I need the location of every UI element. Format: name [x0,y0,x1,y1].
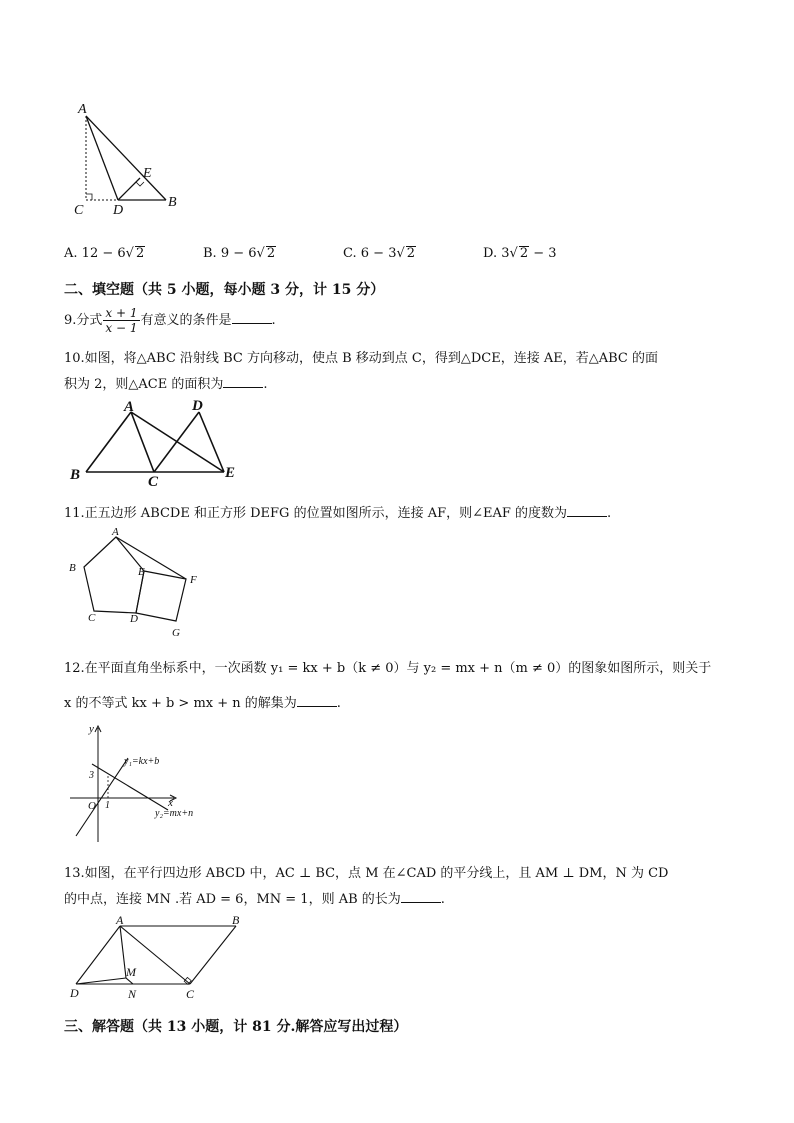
q8-figure [70,98,190,218]
q12-label-origin: O [88,800,96,812]
section2-title: 二、填空题（共 5 小题，每小题 3 分，计 15 分） [64,282,385,298]
q8-option-b[interactable]: B. 9 − 6√ 2 [203,246,276,261]
sqrt-symbol: √ [125,246,134,261]
q10-label-a: A [124,399,135,415]
q8-label-e: E [143,166,152,181]
q10-figure [68,394,248,490]
q11-label-g: G [172,627,180,639]
q12-label-tick-1: 1 [105,800,110,811]
section3-title: 三、解答题（共 13 小题，计 81 分.解答应写出过程） [64,1019,408,1035]
q12-answer-blank[interactable] [297,694,337,707]
q10-line1: 10.如图，将△ABC 沿射线 BC 方向移动，使点 B 移动到点 C，得到△DCE，连接 AE，若△ABC 的面 [64,351,658,366]
q13-label-n: N [128,987,137,1001]
q11-label-e: E [138,566,145,578]
q11-figure [66,525,206,645]
q12-label-line1: y₁=kx+b [124,756,160,767]
q11-label-d: D [130,613,138,625]
q9: 9.分式 $\frac{x + 1}{x - 1}$ 有意义的条件是 . [64,306,276,335]
q13-answer-blank[interactable] [401,890,441,903]
q12-label-x-axis: x [168,797,173,809]
q8-label-a: A [78,102,87,117]
q10-label-c: C [148,474,159,490]
q13-line1: 13.如图，在平行四边形 ABCD 中，AC ⊥ BC，点 M 在∠CAD 的平分线上，且 AM ⊥ DM，N 为 CD [64,866,669,881]
q11-label-b: B [69,562,76,574]
q13-figure [66,912,256,1004]
q10-label-e: E [225,465,236,481]
q10-answer-blank[interactable] [223,375,263,388]
q8-option-d[interactable]: D. 3√ 2 − 3 [483,246,557,261]
q12-line2: x 的不等式 kx + b > mx + n 的解集为 . [64,696,341,711]
q11-label-c: C [88,612,96,624]
q8-label-b: B [168,195,177,210]
q11-line: 11.正五边形 ABCDE 和正方形 DEFG 的位置如图所示，连接 AF，则∠EAF 的度数为 . [64,506,612,521]
q11-label-f: F [190,574,197,586]
q9-suffix: 有意义的条件是 [140,313,232,328]
q12-line1: 12.在平面直角坐标系中，一次函数 y₁ = kx + b（k ≠ 0）与 y₂ = mx + n（m ≠ 0）的图象如图所示，则关于 [64,661,712,676]
q13-line2: 的中点，连接 MN .若 AD = 6，MN = 1，则 AB 的长为 . [64,892,445,907]
sqrt-symbol: √ [509,246,518,261]
sqrt-symbol: √ [256,246,265,261]
q8-label-c: C [74,203,84,218]
q13-label-c: C [186,987,195,1001]
q9-prefix: 9.分式 [64,313,103,328]
sqrt-symbol: √ [396,246,405,261]
q10-label-b: B [70,467,81,483]
q13-label-m: M [126,965,136,979]
q12-label-y-axis: y [89,723,94,735]
q8-option-c[interactable]: C. 6 − 3√ 2 [343,246,416,261]
q8-label-d: D [113,203,124,218]
q13-label-d: D [70,986,79,1000]
q13-label-a: A [116,913,124,927]
q8-option-a[interactable]: A. 12 − 6√ 2 [64,246,145,261]
q10-label-d: D [192,398,203,414]
q12-label-tick-3: 3 [89,770,94,781]
q12-figure [62,718,222,848]
q12-label-line2: y₂=mx+n [155,808,194,819]
q9-answer-blank[interactable] [232,311,272,324]
q10-line2: 积为 2，则△ACE 的面积为 . [64,377,268,392]
q13-label-b: B [232,913,240,927]
q11-answer-blank[interactable] [567,504,607,517]
q9-fraction: $\frac{x + 1}{x - 1}$ [105,306,138,335]
q11-label-a: A [112,526,119,538]
